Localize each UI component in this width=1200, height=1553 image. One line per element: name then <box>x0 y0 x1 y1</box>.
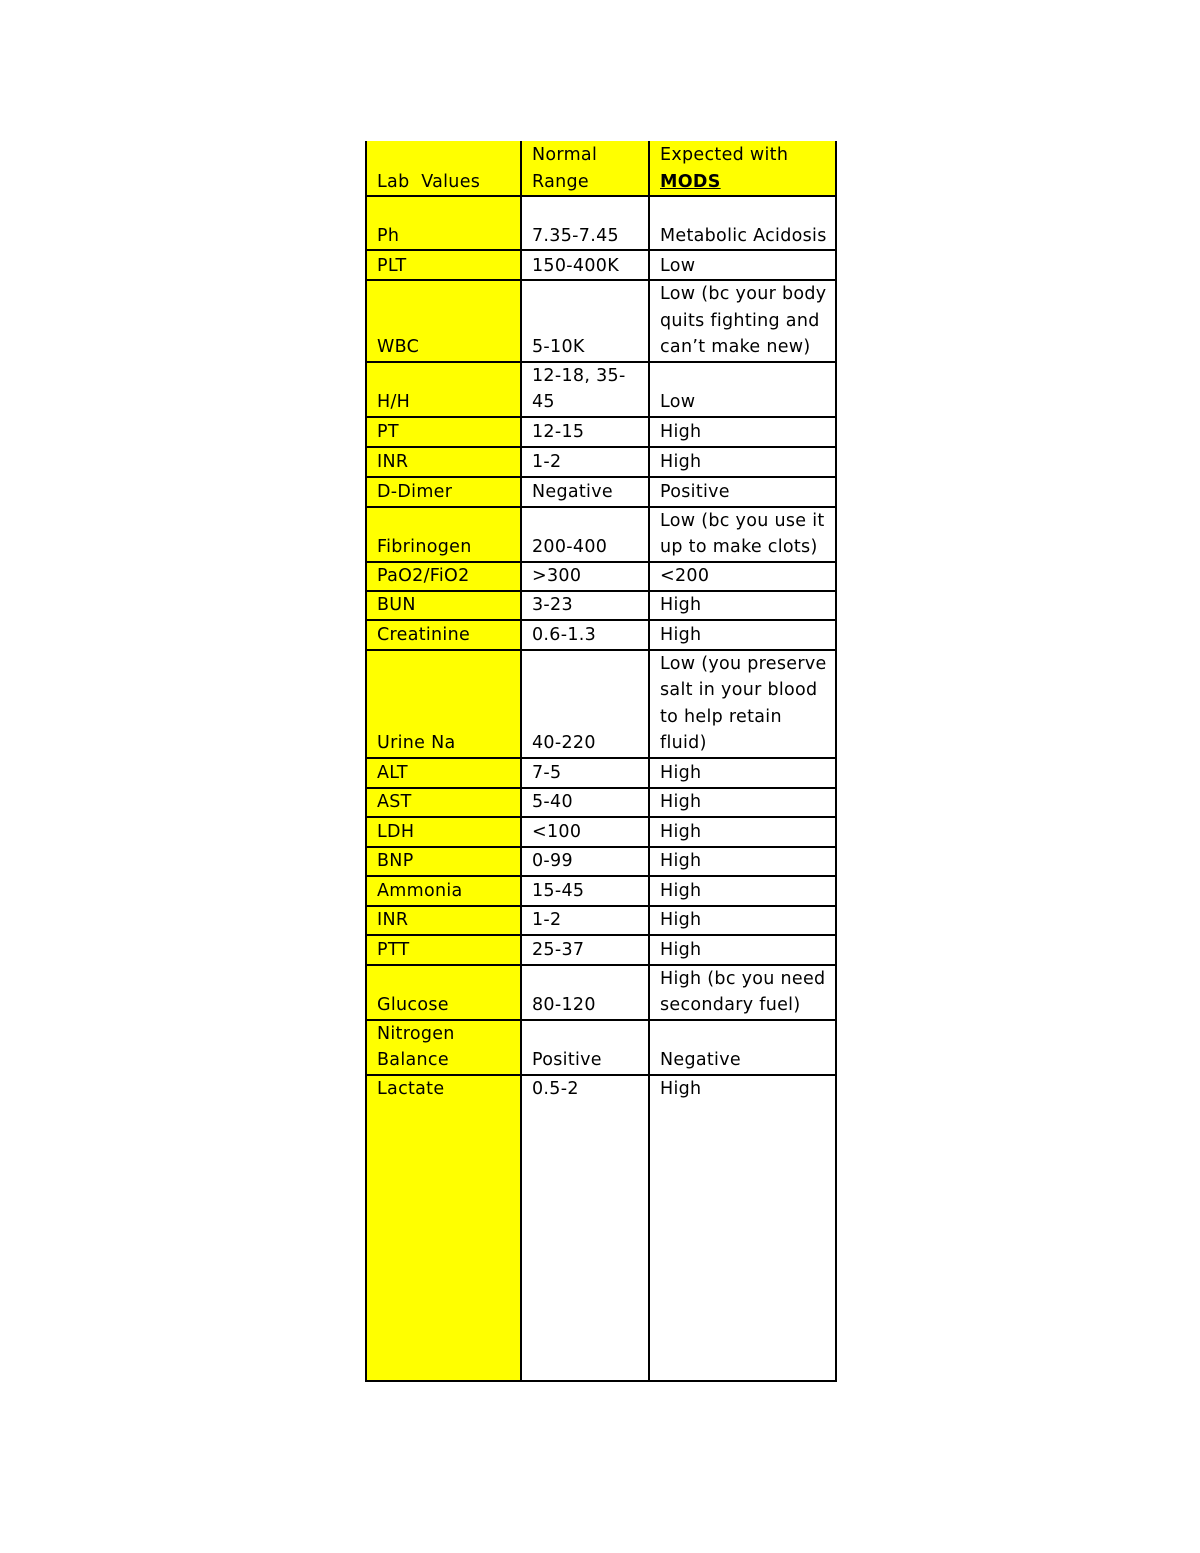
range-cell-text: 12-15 <box>532 422 585 442</box>
expected-cell-text: Low (bc your body quits fighting and can’t make new) <box>660 284 827 357</box>
expected-cell-text: High <box>660 881 702 901</box>
lab-cell <box>366 788 521 817</box>
range-cell-text: 0.5-2 <box>532 1078 579 1099</box>
lab-cell-text: BNP <box>377 851 414 871</box>
expected-cell <box>649 507 836 562</box>
lab-cell-text: INR <box>377 910 409 930</box>
table-row <box>366 847 836 876</box>
expected-cell <box>649 362 836 417</box>
table-row <box>366 788 836 817</box>
lab-cell-text: Urine Na <box>377 733 456 753</box>
expected-cell-text: Low <box>660 255 696 276</box>
range-cell-text: 80-120 <box>532 995 596 1015</box>
expected-cell <box>649 847 836 876</box>
expected-cell <box>649 250 836 280</box>
table-row <box>366 1075 836 1382</box>
lab-cell-text: INR <box>377 452 409 472</box>
expected-cell-text: High <box>660 625 702 645</box>
table-row <box>366 250 836 280</box>
header-mods-text: MODS <box>660 171 721 192</box>
lab-cell-text: Fibrinogen <box>377 537 472 557</box>
expected-cell-text: High <box>660 595 702 615</box>
range-cell-text: 15-45 <box>532 881 585 901</box>
table-row <box>366 935 836 965</box>
lab-cell <box>366 591 521 620</box>
table-row <box>366 650 836 758</box>
table-row <box>366 196 836 250</box>
lab-cell <box>366 650 521 758</box>
expected-cell <box>649 1075 836 1382</box>
table-row <box>366 1020 836 1075</box>
table-row <box>366 620 836 650</box>
lab-cell <box>366 477 521 507</box>
range-cell-text: 7.35-7.45 <box>532 225 619 246</box>
expected-cell-text: Negative <box>660 1050 741 1070</box>
header-normal-range <box>521 141 649 196</box>
expected-cell-text: Metabolic Acidosis <box>660 225 827 246</box>
range-cell <box>521 196 649 250</box>
lab-cell-text: Ammonia <box>377 881 463 901</box>
expected-cell <box>649 758 836 788</box>
table-row <box>366 758 836 788</box>
lab-cell <box>366 876 521 906</box>
lab-cell <box>366 280 521 362</box>
lab-cell <box>366 250 521 280</box>
lab-cell-text: WBC <box>377 337 420 357</box>
table-row <box>366 477 836 507</box>
range-cell-text: 200-400 <box>532 537 608 557</box>
lab-cell-text: PLT <box>377 255 407 276</box>
lab-cell <box>366 1075 521 1382</box>
header-row <box>366 141 836 196</box>
lab-cell-text: PT <box>377 422 399 442</box>
table-row <box>366 965 836 1020</box>
lab-cell <box>366 562 521 591</box>
lab-cell <box>366 620 521 650</box>
expected-cell-text: High <box>660 792 702 812</box>
range-cell <box>521 906 649 935</box>
table-row <box>366 817 836 847</box>
range-cell-text: Negative <box>532 482 613 502</box>
range-cell <box>521 620 649 650</box>
range-cell <box>521 562 649 591</box>
range-cell <box>521 507 649 562</box>
header-expected-with-text: Expected with <box>660 145 789 165</box>
expected-cell <box>649 280 836 362</box>
lab-cell-text: Ph <box>377 225 400 246</box>
expected-cell <box>649 591 836 620</box>
lab-cell-text: BUN <box>377 595 416 615</box>
expected-cell <box>649 906 836 935</box>
range-cell-text: 0-99 <box>532 851 573 871</box>
expected-cell <box>649 196 836 250</box>
expected-cell-text: Low <box>660 392 696 412</box>
expected-cell-text: High <box>660 763 702 783</box>
lab-cell <box>366 362 521 417</box>
header-lab-values-text: Lab Values <box>377 171 481 192</box>
header-expected-with-mods <box>649 141 836 196</box>
range-cell <box>521 280 649 362</box>
table-row <box>366 280 836 362</box>
lab-cell-text: AST <box>377 792 412 812</box>
lab-cell <box>366 507 521 562</box>
range-cell-text: 1-2 <box>532 452 562 472</box>
range-cell <box>521 250 649 280</box>
range-cell-text: 0.6-1.3 <box>532 625 597 645</box>
table-row <box>366 417 836 447</box>
lab-cell-text: Nitrogen Balance <box>377 1023 455 1070</box>
expected-cell-text: High <box>660 822 702 842</box>
lab-cell-text: PaO2/FiO2 <box>377 566 470 586</box>
expected-cell <box>649 935 836 965</box>
lab-values-table <box>365 141 837 1382</box>
range-cell-text: 150-400K <box>532 255 619 276</box>
expected-cell-text: Low (bc you use it up to make clots) <box>660 510 825 557</box>
lab-cell <box>366 847 521 876</box>
expected-cell-text: <200 <box>660 566 710 586</box>
lab-cell <box>366 417 521 447</box>
range-cell <box>521 788 649 817</box>
range-cell <box>521 817 649 847</box>
range-cell-text: 40-220 <box>532 733 596 753</box>
range-cell-text: 3-23 <box>532 595 573 615</box>
expected-cell <box>649 876 836 906</box>
lab-cell-text: H/H <box>377 392 411 412</box>
expected-cell-text: High (bc you need secondary fuel) <box>660 968 826 1015</box>
expected-cell-text: High <box>660 940 702 960</box>
expected-cell-text: High <box>660 910 702 930</box>
expected-cell <box>649 788 836 817</box>
table-row <box>366 906 836 935</box>
expected-cell <box>649 447 836 477</box>
range-cell <box>521 847 649 876</box>
header-normal-range-text: Normal Range <box>532 145 598 192</box>
lab-cell <box>366 196 521 250</box>
expected-cell-text: High <box>660 1078 702 1099</box>
lab-cell-text: Glucose <box>377 995 449 1015</box>
expected-cell <box>649 965 836 1020</box>
range-cell <box>521 935 649 965</box>
expected-cell <box>649 650 836 758</box>
range-cell <box>521 417 649 447</box>
header-lab-values <box>366 141 521 196</box>
range-cell <box>521 362 649 417</box>
range-cell <box>521 591 649 620</box>
table-row <box>366 507 836 562</box>
lab-cell <box>366 447 521 477</box>
lab-cell-text: LDH <box>377 822 415 842</box>
expected-cell <box>649 477 836 507</box>
lab-cell <box>366 906 521 935</box>
range-cell-text: 1-2 <box>532 910 562 930</box>
table-body <box>366 141 836 1381</box>
range-cell <box>521 1075 649 1382</box>
lab-cell-text: Lactate <box>377 1078 445 1099</box>
range-cell-text: Positive <box>532 1050 602 1070</box>
table-row <box>366 447 836 477</box>
range-cell <box>521 447 649 477</box>
range-cell-text: <100 <box>532 822 582 842</box>
range-cell-text: 25-37 <box>532 940 585 960</box>
expected-cell <box>649 417 836 447</box>
range-cell-text: 5-10K <box>532 337 585 357</box>
expected-cell-text: High <box>660 452 702 472</box>
expected-cell <box>649 562 836 591</box>
expected-cell-text: Positive <box>660 482 730 502</box>
lab-cell <box>366 817 521 847</box>
range-cell-text: 5-40 <box>532 792 573 812</box>
lab-cell <box>366 935 521 965</box>
expected-cell <box>649 817 836 847</box>
table-row <box>366 591 836 620</box>
range-cell-text: >300 <box>532 566 582 586</box>
range-cell <box>521 876 649 906</box>
table-row <box>366 876 836 906</box>
expected-cell-text: Low (you preserve salt in your blood to help retain fluid) <box>660 653 827 753</box>
range-cell <box>521 965 649 1020</box>
expected-cell <box>649 620 836 650</box>
table-row <box>366 562 836 591</box>
range-cell-text: 7-5 <box>532 763 562 783</box>
expected-cell-text: High <box>660 422 702 442</box>
lab-cell-text: Creatinine <box>377 625 471 645</box>
range-cell <box>521 758 649 788</box>
range-cell <box>521 1020 649 1075</box>
expected-cell-text: High <box>660 851 702 871</box>
lab-cell-text: ALT <box>377 763 408 783</box>
expected-cell <box>649 1020 836 1075</box>
lab-cell-text: PTT <box>377 940 410 960</box>
lab-cell <box>366 758 521 788</box>
range-cell-text: 12-18, 35-45 <box>532 365 626 412</box>
lab-cell <box>366 965 521 1020</box>
range-cell <box>521 650 649 758</box>
lab-cell <box>366 1020 521 1075</box>
table-row <box>366 362 836 417</box>
lab-cell-text: D-Dimer <box>377 482 453 502</box>
range-cell <box>521 477 649 507</box>
